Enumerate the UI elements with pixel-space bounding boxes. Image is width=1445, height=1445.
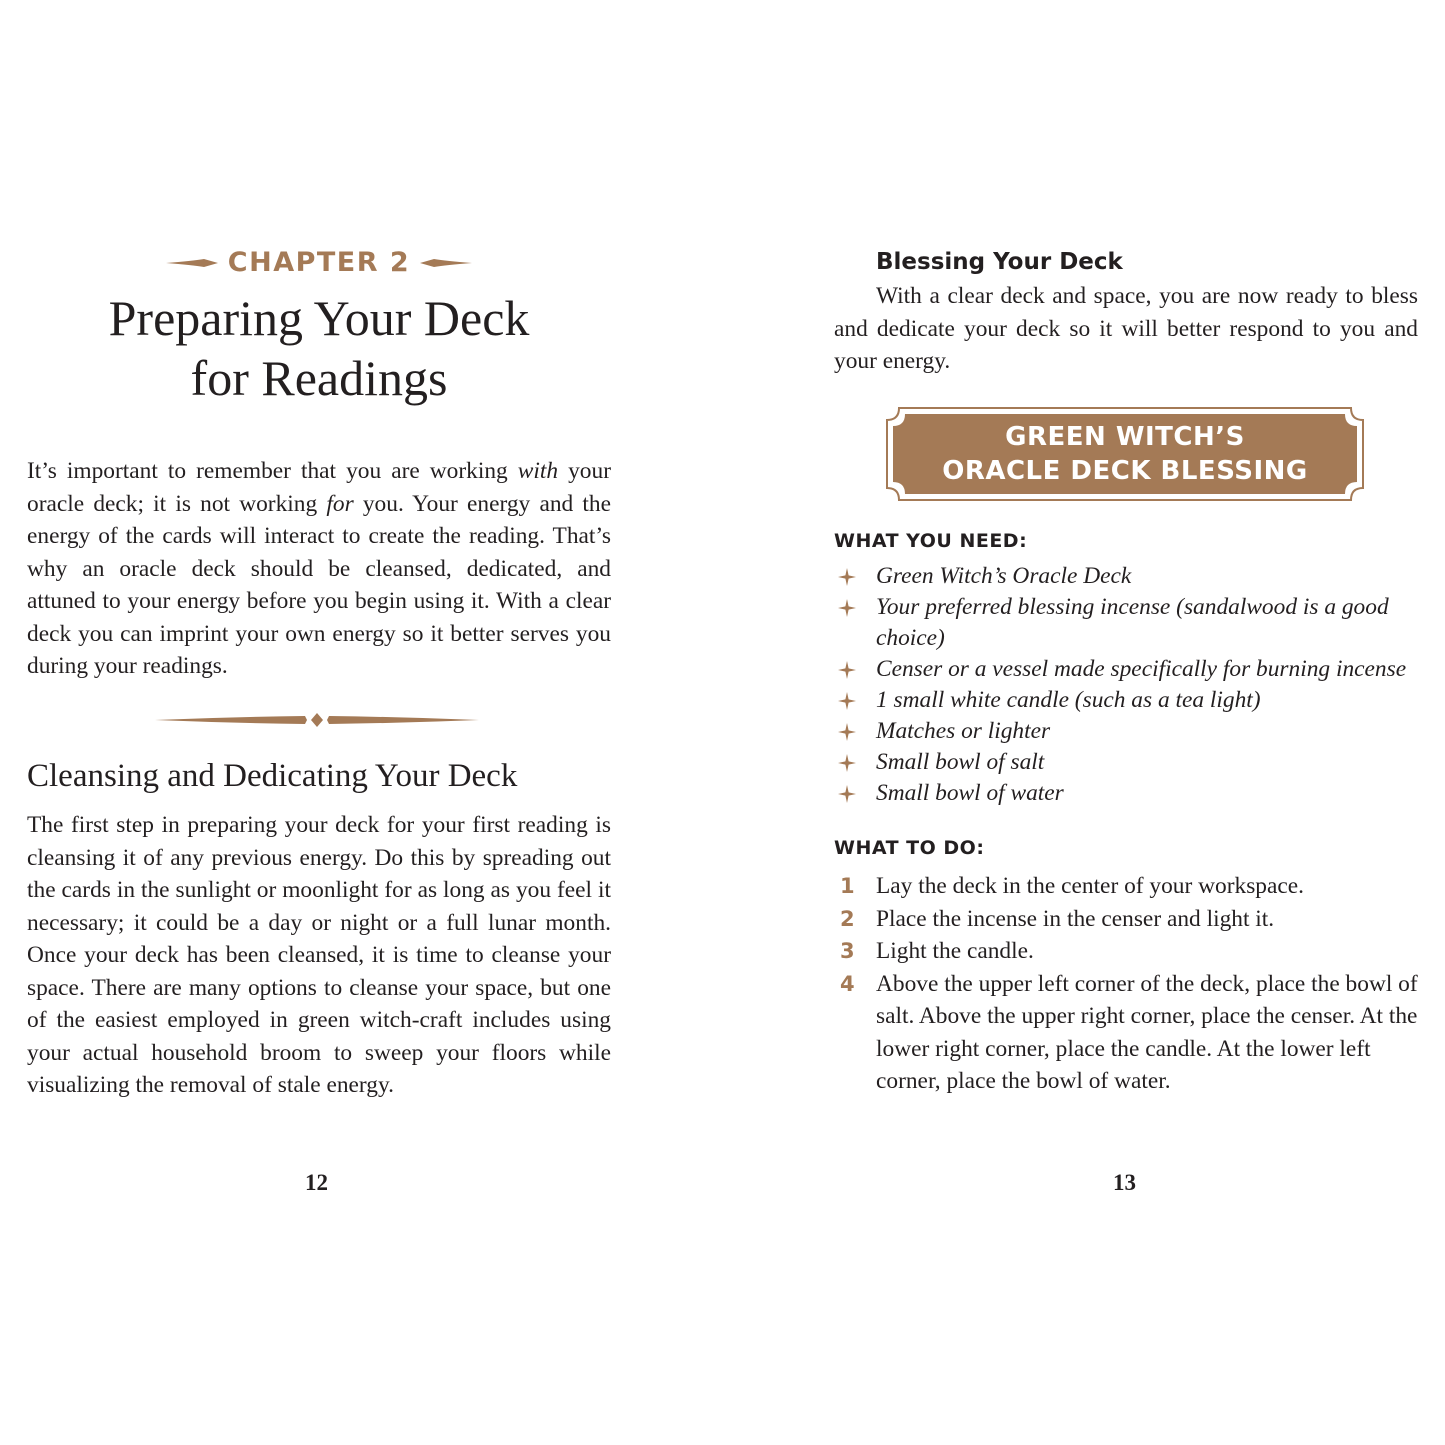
step-text: Above the upper left corner of the deck, place the bowl of salt. Above the upper right corner, place the censer. At the lower right corner, place the candle. At the lower left corner, place the bowl of water. — [876, 970, 1418, 1094]
intro-text-1: It’s important to remember that you are working — [27, 458, 518, 484]
needs-list — [834, 561, 1418, 809]
banner-line1: GREEN WITCH’S — [1005, 422, 1245, 452]
left-flourish-icon — [166, 258, 218, 268]
need-item-text: Censer or a vessel made specifically for burning incense — [876, 656, 1407, 682]
list-item — [834, 561, 1418, 592]
right-flourish-icon — [420, 258, 472, 268]
star-bullet-icon — [838, 692, 856, 710]
need-item-text: Small bowl of salt — [876, 749, 1045, 775]
page-number-right: 13 — [1113, 1170, 1136, 1195]
blessing-banner — [885, 406, 1365, 502]
list-item — [834, 654, 1418, 685]
intro-emphasis-for: for — [326, 490, 354, 517]
intro-text-2: your oracle deck; it is not working — [27, 458, 611, 517]
need-item-text: Small bowl of water — [876, 780, 1064, 806]
step-text: Lay the deck in the center of your workspace. — [876, 873, 1304, 899]
list-item — [834, 747, 1418, 778]
chapter-label — [27, 246, 611, 280]
need-item-text: 1 small white candle (such as a tea light) — [876, 687, 1261, 713]
star-bullet-icon — [838, 599, 856, 617]
list-item — [834, 903, 1418, 936]
need-item-text: Green Witch’s Oracle Deck — [876, 563, 1132, 589]
step-number: 2 — [840, 906, 855, 931]
chapter-label-text: CHAPTER 2 — [227, 247, 411, 278]
step-number: 4 — [840, 971, 855, 996]
star-bullet-icon — [838, 785, 856, 803]
intro-text-3: you. Your energy and the energy of the cards will interact to create the reading. That’s why an oracle deck should be cleansed, dedicated, and attuned to your energy before you begin using it. With a clear deck you can imprint your own energy so it better serves you during your readings. — [27, 490, 611, 679]
step-number: 1 — [840, 874, 855, 898]
chapter-title — [27, 288, 611, 408]
page-number-left: 12 — [305, 1170, 328, 1195]
step-number: 3 — [840, 939, 855, 963]
intro-emphasis-with: with — [517, 458, 559, 484]
list-item — [834, 592, 1418, 654]
list-item — [834, 870, 1418, 903]
star-bullet-icon — [838, 661, 856, 679]
list-item — [834, 716, 1418, 747]
chapter-title-line2: for Readings — [190, 350, 448, 406]
blessing-paragraph: With a clear deck and space, you are now ready to bless and dedicate your deck so it will better respond to you and your energy. — [834, 283, 1418, 374]
list-item — [834, 685, 1418, 716]
list-item — [834, 968, 1418, 1098]
banner-title — [885, 420, 1365, 488]
what-you-need-heading: WHAT YOU NEED: — [834, 530, 1028, 552]
list-item — [834, 935, 1418, 968]
banner-line2: ORACLE DECK BLESSING — [942, 456, 1308, 486]
ornamental-divider-icon — [155, 710, 479, 730]
blessing-heading: Blessing Your Deck — [876, 249, 1123, 275]
step-text: Light the candle. — [876, 938, 1034, 964]
what-to-do-heading: WHAT TO DO: — [834, 837, 985, 859]
chapter-title-line1: Preparing Your Deck — [108, 290, 530, 346]
section-heading-cleansing: Cleansing and Dedicating Your Deck — [27, 758, 518, 794]
cleansing-paragraph: The first step in preparing your deck for your first reading is cleansing it of any previous energy. Do this by spreading out the cards in the sunlight or moonlight for as long as you feel it necessary; it could be a day or night or a full lunar month. Once your deck has been cleansed, it is time to cleanse your space. There are many options to cleanse your space, but one of the easiest employed in green witch-craft includes using your actual household broom to sweep your floors while visualizing the removal of stale energy. — [27, 812, 611, 1098]
list-item — [834, 778, 1418, 809]
step-text: Place the incense in the censer and light it. — [876, 905, 1275, 932]
need-item-text: Your preferred blessing incense (sandalwood is a good choice) — [876, 594, 1389, 651]
star-bullet-icon — [838, 568, 856, 586]
steps-list — [834, 870, 1418, 1098]
need-item-text: Matches or lighter — [876, 718, 1051, 744]
star-bullet-icon — [838, 723, 856, 741]
intro-paragraph — [27, 455, 611, 683]
star-bullet-icon — [838, 754, 856, 772]
